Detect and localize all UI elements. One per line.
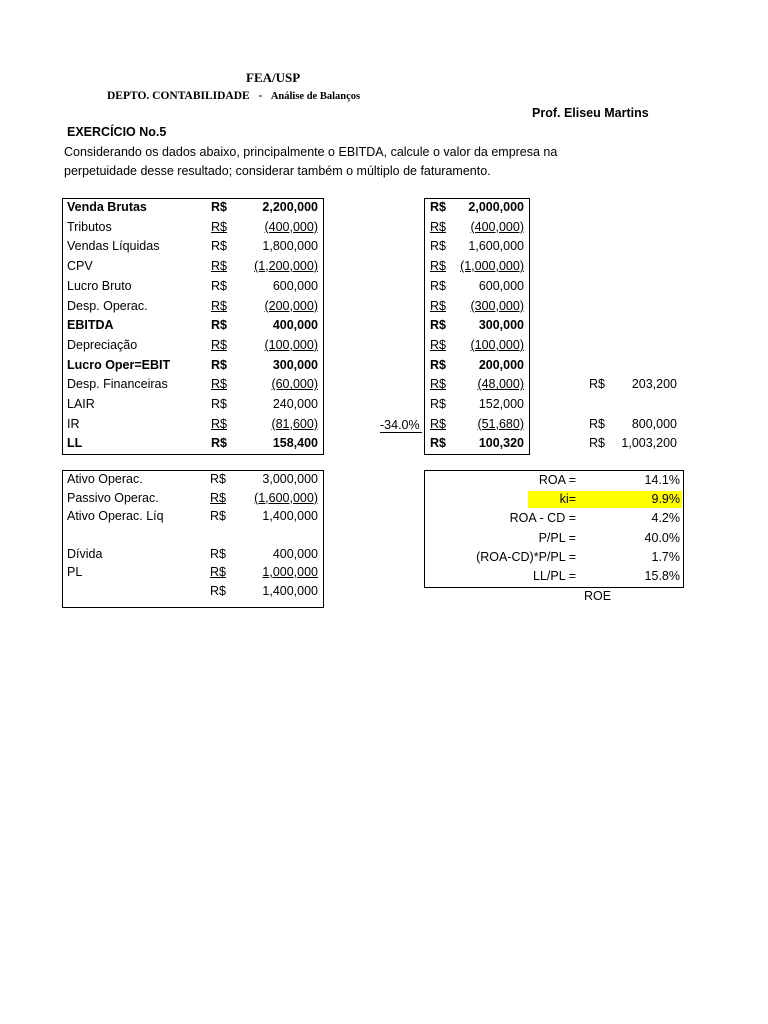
balance-row-currency: R$ [210, 565, 226, 579]
income-row-prior-value: 100,320 [478, 436, 524, 451]
income-row [0, 356, 768, 375]
income-row-value: (100,000) [264, 337, 318, 352]
income-row-prior-value: 300,000 [478, 318, 524, 333]
income-row-prior-value: (1,000,000) [460, 259, 524, 274]
balance-row-value: (1,600,000) [254, 490, 318, 505]
ratio-label: ROA - CD = [509, 511, 576, 526]
income-row-currency: R$ [211, 239, 227, 254]
ratio-value: 40.0% [644, 530, 680, 545]
ratio-value: 9.9% [651, 492, 680, 507]
balance-row-currency: R$ [210, 472, 226, 486]
side-value: 1,003,200 [621, 436, 677, 451]
income-row-label: Desp. Financeiras [67, 377, 168, 392]
income-row-currency: R$ [211, 416, 227, 431]
income-row-prior-currency: R$ [430, 357, 446, 372]
side-value-row [0, 375, 768, 394]
exercise-text-line-1: Considerando os dados abaixo, principalmente o EBITDA, calcule o valor da empresa na [64, 145, 558, 159]
income-row-currency: R$ [211, 200, 227, 214]
ratio-value: 14.1% [644, 473, 680, 487]
income-row-label: LL [67, 436, 83, 451]
income-row-currency: R$ [211, 377, 227, 392]
balance-row-value: 1,000,000 [262, 565, 318, 579]
balance-row-label: Ativo Operac. [67, 472, 143, 486]
side-value-currency: R$ [589, 436, 605, 451]
side-value: 800,000 [631, 416, 677, 431]
income-row [0, 218, 768, 237]
income-row-currency: R$ [211, 436, 227, 451]
income-row-value: 240,000 [272, 397, 318, 411]
income-row-currency: R$ [211, 397, 227, 411]
income-row-prior-value: (48,000) [477, 377, 524, 392]
balance-row-label: Ativo Operac. Líq [67, 509, 164, 523]
income-row-value: (1,200,000) [254, 259, 318, 274]
income-row-prior-value: 1,600,000 [468, 239, 524, 254]
income-row-currency: R$ [211, 337, 227, 352]
income-row-value: 1,800,000 [262, 239, 318, 254]
ratio-label: P/PL = [538, 530, 576, 545]
income-row [0, 237, 768, 256]
ratio-row [0, 567, 768, 586]
ratio-label: (ROA-CD)*P/PL = [476, 549, 576, 564]
balance-row-currency: R$ [210, 583, 226, 598]
income-row [0, 277, 768, 296]
income-row-prior-value: (400,000) [470, 219, 524, 234]
ratio-row [0, 509, 768, 528]
income-row [0, 395, 768, 414]
department-line [107, 90, 360, 102]
institution-title: FEA/USP [246, 70, 301, 85]
balance-row-value: 3,000,000 [262, 472, 318, 486]
balance-row-label: Passivo Operac. [67, 490, 159, 505]
income-row-currency: R$ [211, 357, 227, 372]
income-row-label: EBITDA [67, 318, 114, 333]
balance-row-label: Dívida [67, 546, 103, 561]
income-row-prior-currency: R$ [430, 397, 446, 411]
income-row-value: 2,200,000 [262, 200, 318, 214]
income-row-prior-currency: R$ [430, 298, 446, 313]
income-row [0, 336, 768, 355]
course-name: Análise de Balanços [270, 91, 361, 102]
balance-row-value: 1,400,000 [262, 583, 318, 598]
balance-row-value: 1,400,000 [262, 509, 318, 523]
income-row-label: Depreciação [67, 337, 138, 352]
income-row-prior-currency: R$ [430, 239, 446, 254]
balance-row-currency: R$ [210, 546, 226, 561]
ratio-value: 15.8% [644, 569, 680, 583]
side-value-currency: R$ [589, 416, 605, 431]
income-row-currency: R$ [211, 259, 227, 274]
side-value: 203,200 [631, 377, 677, 392]
income-row-prior-value: (300,000) [470, 298, 524, 313]
income-row [0, 198, 768, 217]
income-row [0, 257, 768, 276]
income-row-prior-value: (100,000) [470, 337, 524, 352]
income-row-value: 300,000 [272, 357, 318, 372]
separator: - [258, 90, 263, 102]
income-row-prior-value: (51,680) [477, 416, 524, 431]
ratio-row [0, 548, 768, 567]
income-row-value: (81,600) [271, 416, 318, 431]
income-row-prior-currency: R$ [430, 278, 446, 293]
exercise-title: EXERCÍCIO No.5 [67, 125, 167, 139]
income-row-currency: R$ [211, 278, 227, 293]
side-value-row [0, 415, 768, 434]
department-name: DEPTO. CONTABILIDADE [107, 90, 250, 102]
income-row-value: 600,000 [272, 278, 318, 293]
ratio-label: ROA = [538, 473, 576, 487]
income-row [0, 297, 768, 316]
income-row-prior-currency: R$ [430, 416, 446, 431]
income-row-prior-currency: R$ [430, 377, 446, 392]
income-row-value: (400,000) [264, 219, 318, 234]
income-row-label: Venda Brutas [67, 200, 147, 214]
income-row-value: 400,000 [272, 318, 318, 333]
income-row-label: Vendas Líquidas [67, 239, 160, 254]
income-row-prior-value: 600,000 [478, 278, 524, 293]
ratio-row [0, 490, 768, 509]
ratio-row [0, 471, 768, 490]
income-row-prior-value: 200,000 [478, 357, 524, 372]
income-row-value: (60,000) [271, 377, 318, 392]
income-row-prior-value: 152,000 [478, 397, 524, 411]
income-row-value: (200,000) [264, 298, 318, 313]
income-row-label: IR [67, 416, 80, 431]
ir-rate: -34.0% [380, 418, 420, 432]
income-row-prior-value: 2,000,000 [468, 200, 524, 214]
ratio-label: ki= [559, 492, 576, 507]
side-value-row [0, 434, 768, 453]
income-row-prior-currency: R$ [430, 436, 446, 451]
income-row-currency: R$ [211, 318, 227, 333]
income-row-prior-currency: R$ [430, 200, 446, 214]
balance-row-label: PL [67, 565, 83, 579]
side-value-currency: R$ [589, 377, 605, 392]
income-row [0, 316, 768, 335]
income-row-label: CPV [67, 259, 93, 274]
exercise-text-line-2: perpetuidade desse resultado; considerar também o múltiplo de faturamento. [64, 164, 491, 178]
ratio-value: 1.7% [651, 549, 680, 564]
income-row-label: Tributos [67, 219, 112, 234]
income-row-label: Desp. Operac. [67, 298, 148, 313]
income-row-value: 158,400 [272, 436, 318, 451]
balance-row-currency: R$ [210, 490, 226, 505]
ratio-row [0, 529, 768, 548]
income-row-currency: R$ [211, 219, 227, 234]
income-row-prior-currency: R$ [430, 219, 446, 234]
ratio-label: LL/PL = [533, 569, 576, 583]
balance-row-currency: R$ [210, 509, 226, 523]
balance-row-value: 400,000 [272, 546, 318, 561]
ratio-value: 4.2% [651, 511, 680, 526]
income-row-prior-currency: R$ [430, 337, 446, 352]
income-row-label: Lucro Oper=EBIT [67, 357, 171, 372]
roe-label: ROE [584, 589, 612, 603]
income-row-currency: R$ [211, 298, 227, 313]
income-row-prior-currency: R$ [430, 259, 446, 274]
income-row-label: Lucro Bruto [67, 278, 132, 293]
professor-name: Prof. Eliseu Martins [532, 106, 649, 120]
income-row-label: LAIR [67, 397, 95, 411]
income-row-prior-currency: R$ [430, 318, 446, 333]
